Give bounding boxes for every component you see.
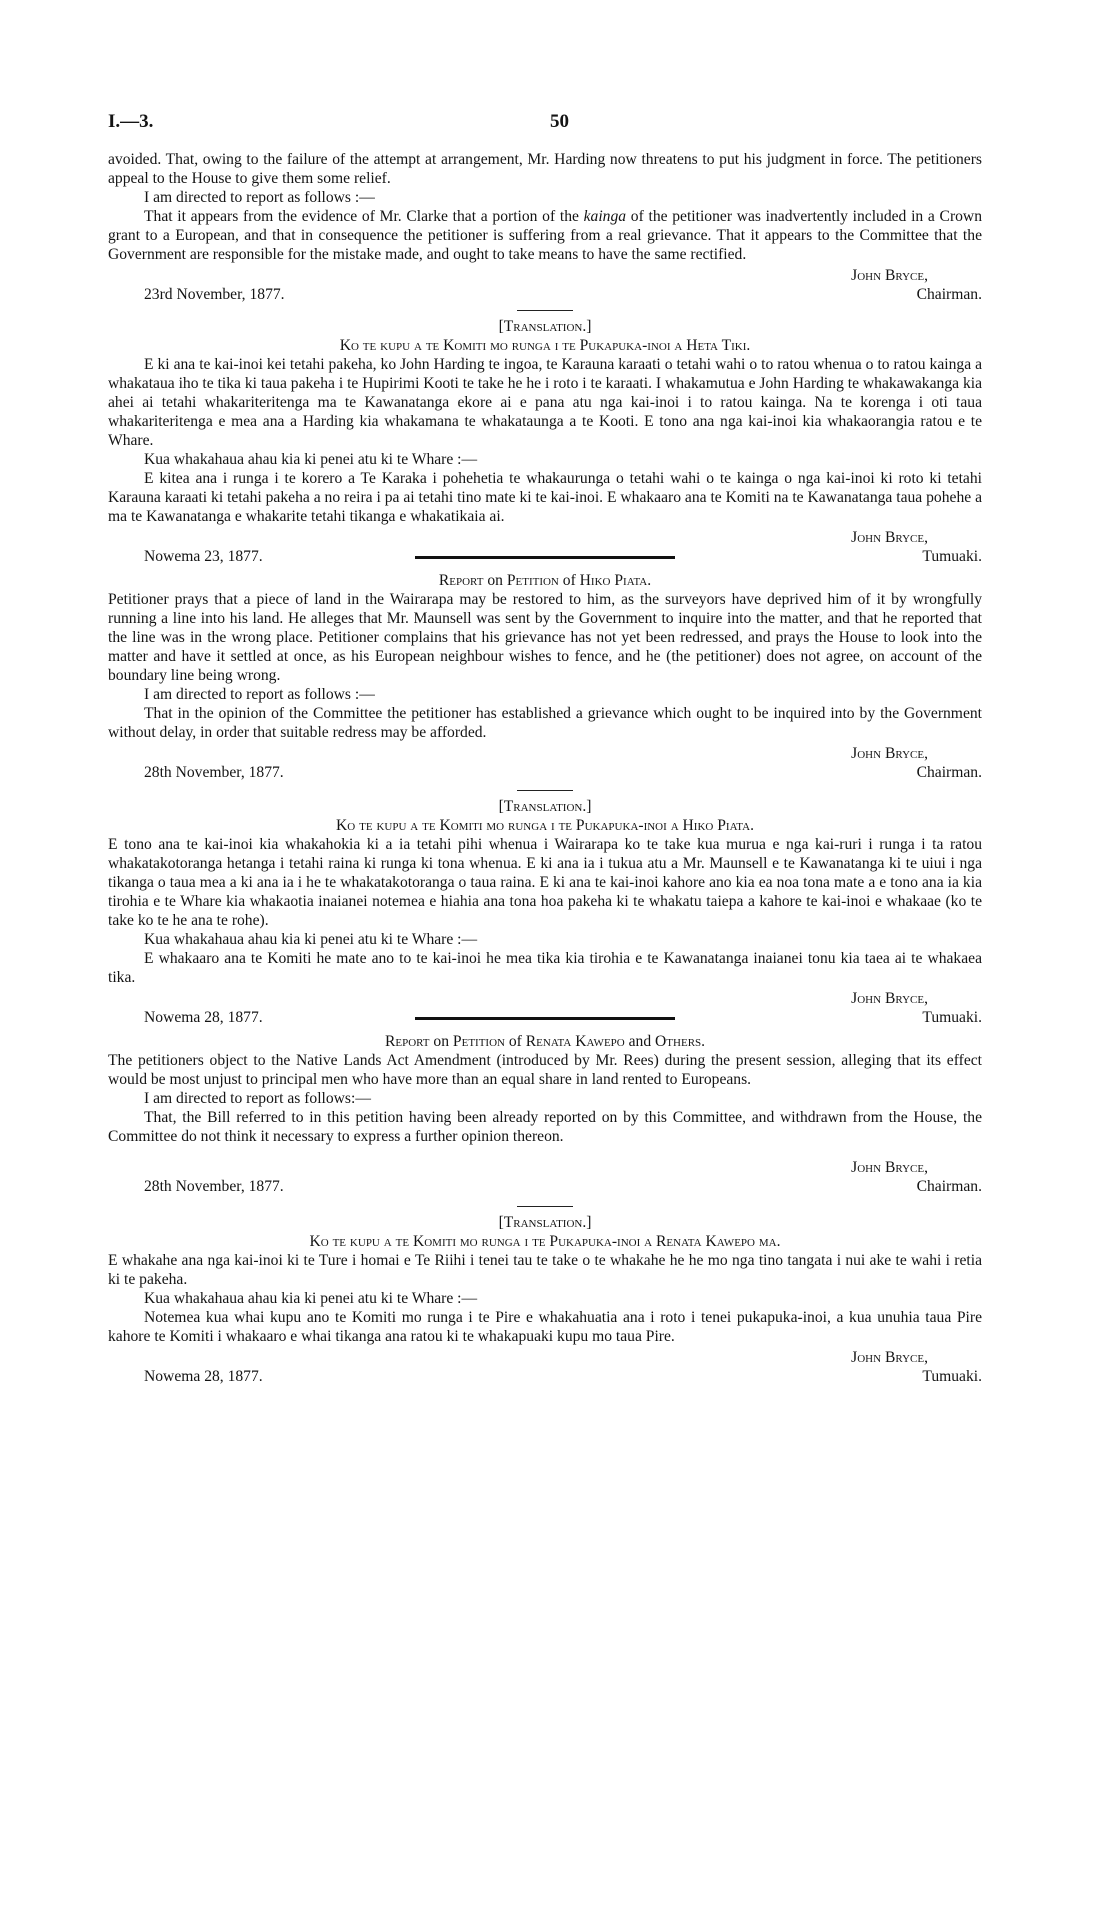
- signatory-title: Chairman.: [916, 764, 982, 781]
- kainga-italic: kainga: [583, 208, 627, 225]
- report-paragraph: The petitioners object to the Native Lands Act Amendment (introduced by Mr. Rees) during the present session, alleging that its effect would be most unjust to principal men who have more than an equal share in land rented to Europeans.: [108, 1052, 982, 1088]
- signatory-name: John Bryce,: [851, 990, 928, 1007]
- report-paragraph: That, the Bill referred to in this petition having been already reported on by this Committee, and withdrawn from the House, the Committee do not think it necessary to express a further opinion thereon.: [108, 1109, 982, 1145]
- translation-label: [Translation.]: [498, 1214, 592, 1231]
- signatory-name: John Bryce,: [851, 267, 928, 284]
- signature-block-5: [108, 1158, 982, 1196]
- signatory-name: John Bryce,: [851, 529, 928, 546]
- intro-paragraph: avoided. That, owing to the failure of the attempt at arrangement, Mr. Harding now threatens to put his judgment in force. The petitioners appeal to the House to give them some relief.: [108, 151, 982, 187]
- section-divider: [517, 310, 573, 311]
- signatory-name: John Bryce,: [851, 1159, 928, 1176]
- page-header: [108, 112, 982, 150]
- translation-paragraph: E whakaaro ana te Komiti he mate ano to te kai-inoi he mea tika kia tirohia e te Kawanatanga inaianei tonu kia taea ai te whakaea tika.: [108, 950, 982, 986]
- signature-block-6: [108, 1348, 982, 1386]
- translation-paragraph: Notemea kua whai kupu ano te Komiti mo runga i te Pire e whakahuatia ana i roto i tenei pukapuka-inoi, a kua unuhia taua Pire kahore te Komiti i whakaaro e whai tikanga ana ratou ki te whakapuaki kupu mo taua Pire.: [108, 1309, 982, 1345]
- signature-date: Nowema 28, 1877.: [144, 1009, 263, 1026]
- signature-date: 23rd November, 1877.: [144, 286, 285, 303]
- signatory-title: Tumuaki.: [922, 548, 982, 565]
- signatory-title: Tumuaki.: [922, 1368, 982, 1385]
- signature-block-2: [108, 528, 982, 566]
- signatory-title: Tumuaki.: [922, 1009, 982, 1026]
- signature-block-3: [108, 744, 982, 782]
- translation-paragraph: E ki ana te kai-inoi kei tetahi pakeha, ko John Harding te ingoa, te Karauna karaati o tetahi wahi o to ratou whenua o to ratou kainga a whakataua iho te tika ki taua pakeha i te Hupirimi Kooti te take he he i roto i te karaati. I whakamutua e John Harding te whakawakanga kia ahei ai tetahi whakariteritenga ma te Kawanatanga ekore ai e pana atu nga kai-inoi i to ratou kainga. Na te korenga i oti taua whakariteritenga e mea ana a Harding kia whakamana te whakataunga a te Kooti. E tono ana nga kai-inoi kia whakaorangia ratou e te Whare.: [108, 356, 982, 449]
- translation-directed: Kua whakahaua ahau kia ki penei atu ki te Whare :—: [144, 451, 478, 468]
- report-directed: I am directed to report as follows:—: [144, 1090, 371, 1107]
- document-page: [108, 112, 982, 1386]
- report-paragraph: Petitioner prays that a piece of land in the Wairarapa may be restored to him, as the surveyors have deprived him of it by wrongfully running a line into his land. He alleges that Mr. Maunsell was sent by the Government to inquire into the matter, and that he reported that the line was in the wrong place. Petitioner complains that his grievance has not yet been redressed, and prays the House to look into the matter and have it settled at once, as his European neighbour wishes to fence, and he (the petitioner) does not agree, on account of the boundary line being wrong.: [108, 591, 982, 684]
- intro-finding: That it appears from the evidence of Mr. Clarke that a portion of the kainga of the petitioner was inadvertently included in a Crown grant to a European, and that in consequence the petitioner is suffering from a real grievance. That it appears to the Committee that the Government are responsible for the mistake made, and ought to take means to have the same rectified.: [108, 208, 982, 263]
- translation-paragraph: E whakahe ana nga kai-inoi ki te Ture i homai e Te Riihi i tenei tau te take o te whakahe he he mo nga tino tangata i nui ake te wahi i retia ki te pakeha.: [108, 1252, 982, 1288]
- report-heading: Report on Petition of Renata Kawepo and Others.: [384, 1033, 706, 1050]
- signature-block-1: [108, 266, 982, 304]
- signatory-title: Chairman.: [916, 286, 982, 303]
- translation-heading: Ko te kupu a te Komiti mo runga i te Pukapuka-inoi a Renata Kawepo ma.: [309, 1233, 781, 1250]
- translation-heading: Ko te kupu a te Komiti mo runga i te Pukapuka-inoi a Heta Tiki.: [339, 337, 751, 354]
- translation-heading: Ko te kupu a te Komiti mo runga i te Pukapuka-inoi a Hiko Piata.: [336, 817, 754, 834]
- signatory-name: John Bryce,: [851, 1349, 928, 1366]
- signatory-name: John Bryce,: [851, 745, 928, 762]
- signature-date: 28th November, 1877.: [144, 1178, 284, 1195]
- translation-directed: Kua whakahaua ahau kia ki penei atu ki te Whare :—: [144, 1290, 478, 1307]
- translation-paragraph: E tono ana te kai-inoi kia whakahokia ki a ia tetahi pihi whenua i Wairarapa ko te take kua murua e nga kai-ruri i runga i ta ratou whakatakotoranga hetanga i tetahi raina ki runga ki tona whenua. E ki ana ia i tukua atu a Mr. Maunsell e te Kawanatanga ki te uiui i nga tikanga o taua mea a ki ana ia i he te whakatakotoranga o taua raina. E ki ana te kai-inoi kahore ano kia ea noa tona mate a e tono ana ia kia tirohia e te Whare kia whakaotia inaianei notemea e hiahia ana tona hoa pakeha ki te whakatu taiepa a kahore te kai-inoi e whakaae (ko te take ko te he ana te rohe).: [108, 836, 982, 929]
- translation-directed: Kua whakahaua ahau kia ki penei atu ki te Whare :—: [144, 931, 478, 948]
- signature-date: Nowema 23, 1877.: [144, 548, 263, 565]
- intro-directed: I am directed to report as follows :—: [144, 189, 375, 206]
- document-reference: I.—3.: [108, 111, 154, 132]
- report-paragraph: That in the opinion of the Committee the petitioner has established a grievance which ought to be inquired into by the Government without delay, in order that suitable redress may be afforded.: [108, 705, 982, 741]
- page-number: 50: [550, 111, 569, 132]
- signature-date: 28th November, 1877.: [144, 764, 284, 781]
- translation-label: [Translation.]: [498, 798, 592, 815]
- signatory-title: Chairman.: [916, 1178, 982, 1195]
- report-heading: Report on Petition of Hiko Piata.: [438, 572, 652, 589]
- signature-date: Nowema 28, 1877.: [144, 1368, 263, 1385]
- report-directed: I am directed to report as follows :—: [144, 686, 375, 703]
- section-divider: [517, 790, 573, 791]
- section-divider: [517, 1206, 573, 1207]
- translation-paragraph: E kitea ana i runga i te korero a Te Karaka i pohehetia te whakaurunga o tetahi wahi o te kainga o nga kai-inoi ki roto ki tetahi Karauna karaati ki tetahi pakeha a no reira i pa ai tetahi tino mate ki te kai-inoi. E whakaaro ana te Komiti na te Kawanatanga taua pohehe a ma te Kawanatanga e whakarite tetahi tikanga e whakatikaia ai.: [108, 470, 982, 525]
- signature-block-4: [108, 989, 982, 1027]
- translation-label: [Translation.]: [498, 318, 592, 335]
